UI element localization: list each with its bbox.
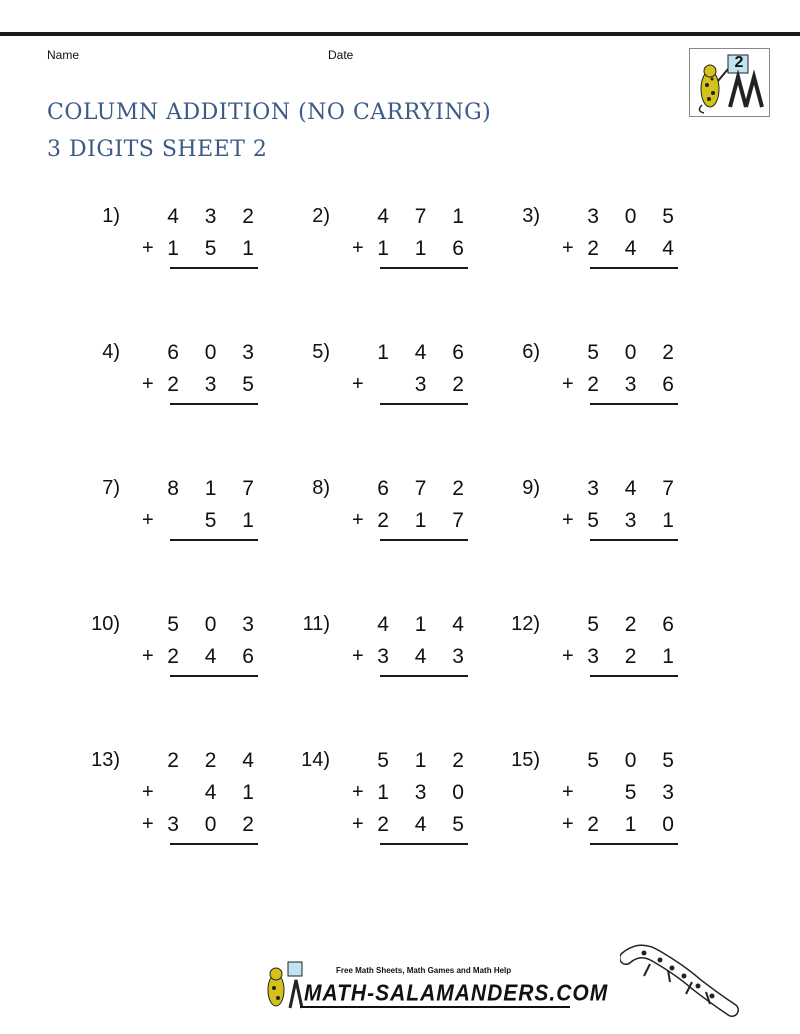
addend: 2 1 7 [377, 509, 474, 532]
plus-sign: + [142, 813, 154, 835]
problem-number: 14) [301, 749, 330, 771]
plus-sign: + [142, 781, 154, 803]
addend: 2 3 5 [167, 373, 264, 396]
sum-rule [380, 675, 468, 677]
footer-brand: MATH-SALAMANDERS.COM [304, 980, 609, 1007]
plus-sign: + [142, 373, 154, 395]
addend: 5 3 [624, 781, 684, 804]
problem-12 [500, 613, 700, 753]
sum-rule [590, 539, 678, 541]
sum-rule [380, 843, 468, 845]
grade-badge: 2 [734, 54, 744, 71]
sum-rule [380, 403, 468, 405]
problem-number: 7) [102, 477, 120, 499]
addend-top: 2 2 4 [167, 749, 264, 772]
problem-13 [80, 749, 280, 889]
sum-rule [170, 539, 258, 541]
sum-rule [380, 539, 468, 541]
addend: 3 4 3 [377, 645, 474, 668]
plus-sign: + [352, 645, 364, 667]
problem-3 [500, 205, 700, 345]
problem-10 [80, 613, 280, 753]
plus-sign: + [352, 509, 364, 531]
problem-number: 13) [91, 749, 120, 771]
plus-sign: + [562, 237, 574, 259]
problem-number: 5) [312, 341, 330, 363]
problem-number: 8) [312, 477, 330, 499]
addend: 2 4 4 [587, 237, 684, 260]
addend: 2 1 0 [587, 813, 684, 836]
plus-sign: + [562, 373, 574, 395]
problem-number: 11) [302, 613, 330, 635]
sum-rule [380, 267, 468, 269]
addend: 2 4 6 [167, 645, 264, 668]
addend: 3 2 1 [587, 645, 684, 668]
sum-rule [170, 843, 258, 845]
addend: 3 2 [414, 373, 474, 396]
plus-sign: + [352, 781, 364, 803]
addend: 5 3 1 [587, 509, 684, 532]
plus-sign: + [562, 645, 574, 667]
sum-rule [590, 403, 678, 405]
addend-top: 6 7 2 [377, 477, 474, 500]
addend-top: 5 0 5 [587, 749, 684, 772]
addend: 3 0 2 [167, 813, 264, 836]
top-border-line [0, 32, 800, 36]
problem-number: 6) [522, 341, 540, 363]
addend-top: 4 1 4 [377, 613, 474, 636]
addend-top: 4 3 2 [167, 205, 264, 228]
addend: 1 3 0 [377, 781, 474, 804]
addend-top: 1 4 6 [377, 341, 474, 364]
plus-sign: + [352, 813, 364, 835]
addend-top: 4 7 1 [377, 205, 474, 228]
addend: 1 1 6 [377, 237, 474, 260]
problem-number: 3) [522, 205, 540, 227]
problem-14 [290, 749, 490, 889]
problem-7 [80, 477, 280, 617]
plus-sign: + [142, 509, 154, 531]
date-label: Date [328, 48, 354, 62]
problem-5 [290, 341, 490, 481]
sum-rule [170, 267, 258, 269]
problem-number: 10) [91, 613, 120, 635]
problem-number: 2) [312, 205, 330, 227]
problem-2 [290, 205, 490, 345]
addend: 1 5 1 [167, 237, 264, 260]
footer-underline [300, 1006, 570, 1008]
problem-number: 1) [102, 205, 120, 227]
sum-rule [590, 675, 678, 677]
addend: 4 1 [204, 781, 264, 804]
plus-sign: + [562, 781, 574, 803]
addend-top: 5 0 3 [167, 613, 264, 636]
footer-tagline: Free Math Sheets, Math Games and Math Help [336, 966, 512, 975]
problem-11 [290, 613, 490, 753]
name-label: Name [47, 48, 80, 62]
addend-top: 3 0 5 [587, 205, 684, 228]
worksheet-title: COLUMN ADDITION (NO CARRYING) [47, 100, 492, 125]
plus-sign: + [562, 813, 574, 835]
spotted-salamander-icon [620, 940, 740, 1020]
problem-9 [500, 477, 700, 617]
problem-4 [80, 341, 280, 481]
problem-number: 12) [511, 613, 540, 635]
plus-sign: + [142, 645, 154, 667]
problem-number: 4) [102, 341, 120, 363]
problem-1 [80, 205, 280, 345]
addend-top: 5 2 6 [587, 613, 684, 636]
plus-sign: + [142, 237, 154, 259]
problem-8 [290, 477, 490, 617]
problem-number: 15) [511, 749, 540, 771]
addend-top: 5 1 2 [377, 749, 474, 772]
sum-rule [170, 403, 258, 405]
addend-top: 8 1 7 [167, 477, 264, 500]
addend: 2 3 6 [587, 373, 684, 396]
grade-logo [689, 48, 770, 117]
problem-15 [500, 749, 700, 889]
addend: 2 4 5 [377, 813, 474, 836]
worksheet-subtitle: 3 DIGITS SHEET 2 [47, 137, 268, 162]
sum-rule [590, 267, 678, 269]
problem-6 [500, 341, 700, 481]
addend-top: 5 0 2 [587, 341, 684, 364]
plus-sign: + [562, 509, 574, 531]
plus-sign: + [352, 373, 364, 395]
problem-number: 9) [522, 477, 540, 499]
addend-top: 6 0 3 [167, 341, 264, 364]
plus-sign: + [352, 237, 364, 259]
addend-top: 3 4 7 [587, 477, 684, 500]
sum-rule [170, 675, 258, 677]
addend: 5 1 [204, 509, 264, 532]
sum-rule [590, 843, 678, 845]
